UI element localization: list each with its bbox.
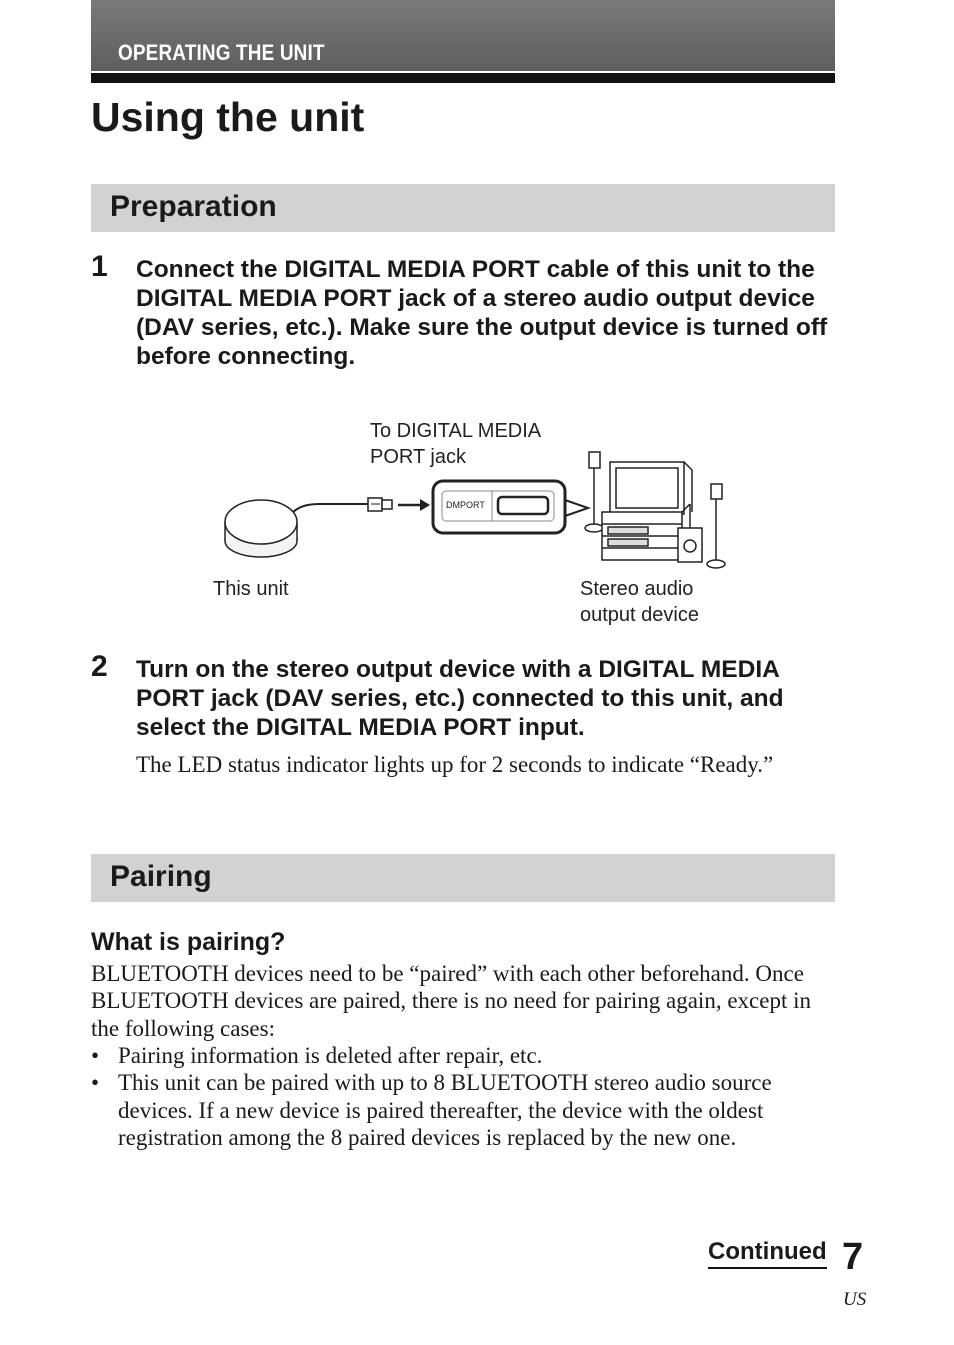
dmport-marking: DMPORT: [446, 500, 485, 510]
section-header-label: OPERATING THE UNIT: [118, 40, 325, 65]
cable-connector-plug: [368, 498, 392, 511]
continued-label: Continued: [708, 1238, 827, 1269]
connect-arrow-icon: [398, 499, 430, 511]
step-1-number: 1: [91, 250, 108, 283]
list-item-text: This unit can be paired with up to 8 BLUETOOTH stereo audio source devices. If a new device is paired thereafter, the device with the oldest registration among the 8 paired devices is replaced by the new one.: [118, 1070, 772, 1151]
this-unit-label: This unit: [213, 578, 289, 600]
step-1-instruction: Connect the DIGITAL MEDIA PORT cable of this unit to the DIGITAL MEDIA PORT jack of a stereo audio output device (DAV series, etc.). Make sure the output device is turned off before connecting.: [136, 256, 828, 370]
jack-label: To DIGITAL MEDIA PORT jack: [370, 420, 542, 468]
preparation-title: Preparation: [110, 190, 277, 223]
pairing-cases-list: [91, 1042, 836, 1152]
connection-diagram: [200, 400, 760, 640]
step-2-description: The LED status indicator lights up for 2 seconds to indicate “Ready.”: [136, 752, 774, 777]
bluetooth-unit-illustration: [225, 500, 297, 557]
pairing-title: Pairing: [110, 860, 212, 893]
what-is-pairing-heading: What is pairing?: [91, 928, 286, 956]
step-2-instruction: Turn on the stereo output device with a DIGITAL MEDIA PORT jack (DAV series, etc.) connected to this unit, and select the DIGITAL MEDIA PORT input.: [136, 656, 784, 741]
bullet-marker: •: [91, 1043, 100, 1068]
pairing-paragraph: BLUETOOTH devices need to be “paired” with each other beforehand. Once BLUETOOTH devices are paired, there is no need for pairing again, except in the following cases:: [91, 961, 811, 1041]
output-device-label: Stereo audio output device: [580, 578, 699, 626]
page-number: 7: [842, 1236, 864, 1278]
stereo-system-illustration: [585, 452, 725, 568]
page-title: Using the unit: [91, 94, 365, 140]
list-item: [91, 1069, 836, 1151]
region-code: US: [843, 1289, 867, 1310]
list-item: [91, 1042, 836, 1069]
step-2-number: 2: [91, 650, 108, 683]
dmport-cable: [293, 504, 368, 512]
list-item-text: Pairing information is deleted after repair, etc.: [118, 1043, 543, 1068]
dmport-jack-callout: [433, 481, 588, 533]
header-rule: [91, 73, 835, 83]
bullet-marker: •: [91, 1070, 100, 1096]
